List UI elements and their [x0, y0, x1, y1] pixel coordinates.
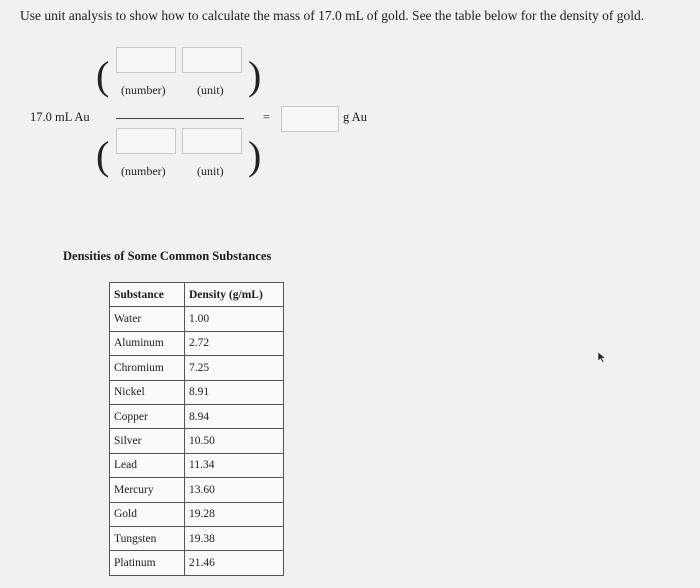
- denominator-number-hint: (number): [121, 164, 166, 178]
- table-row: [110, 526, 284, 550]
- numerator-number-input[interactable]: [116, 47, 176, 73]
- density-cell: 8.91: [185, 380, 284, 404]
- substance-cell: Silver: [110, 429, 185, 453]
- given-quantity: 17.0 mL Au: [30, 110, 90, 124]
- table-row: [110, 453, 284, 477]
- question-text: Use unit analysis to show how to calculate the mass of 17.0 mL of gold. See the table below for the density of gold.: [20, 8, 645, 23]
- density-cell: 1.00: [185, 307, 284, 331]
- fraction-bar: [116, 118, 244, 119]
- denominator-number-input[interactable]: [116, 128, 176, 154]
- table-row: [110, 307, 284, 331]
- result-unit: g Au: [343, 110, 367, 124]
- denominator-unit-input[interactable]: [182, 128, 242, 154]
- numerator-unit-input[interactable]: [182, 47, 242, 73]
- substance-cell: Water: [110, 307, 185, 331]
- substance-cell: Chromium: [110, 356, 185, 380]
- numerator-right-paren: ): [248, 53, 262, 98]
- density-cell: 10.50: [185, 429, 284, 453]
- substance-cell: Gold: [110, 502, 185, 526]
- result-input[interactable]: [281, 106, 339, 132]
- numerator-left-paren: (: [96, 53, 110, 98]
- table-row: [110, 478, 284, 502]
- column-header: Substance: [110, 283, 185, 307]
- substance-cell: Lead: [110, 453, 185, 477]
- density-cell: 2.72: [185, 331, 284, 355]
- substance-cell: Aluminum: [110, 331, 185, 355]
- density-cell: 13.60: [185, 478, 284, 502]
- table-row: [110, 551, 284, 575]
- substance-cell: Copper: [110, 404, 185, 428]
- numerator-unit-hint: (unit): [197, 83, 224, 97]
- table-header-row: [110, 283, 284, 307]
- substance-cell: Nickel: [110, 380, 185, 404]
- density-cell: 19.28: [185, 502, 284, 526]
- substance-cell: Tungsten: [110, 526, 185, 550]
- density-cell: 19.38: [185, 526, 284, 550]
- density-cell: 11.34: [185, 453, 284, 477]
- denominator-left-paren: (: [96, 133, 110, 178]
- table-row: [110, 380, 284, 404]
- equals-sign: =: [263, 110, 271, 124]
- substance-cell: Platinum: [110, 551, 185, 575]
- column-header: Density (g/mL): [185, 283, 284, 307]
- substance-cell: Mercury: [110, 478, 185, 502]
- table-row: [110, 356, 284, 380]
- table-row: [110, 404, 284, 428]
- density-cell: 7.25: [185, 356, 284, 380]
- table-row: [110, 502, 284, 526]
- mouse-pointer-icon: [597, 351, 607, 363]
- density-cell: 8.94: [185, 404, 284, 428]
- denominator-unit-hint: (unit): [197, 164, 224, 178]
- denominator-right-paren: ): [248, 133, 262, 178]
- table-title: Densities of Some Common Substances: [63, 249, 272, 263]
- table-row: [110, 331, 284, 355]
- numerator-number-hint: (number): [121, 83, 166, 97]
- densities-table: [109, 282, 284, 576]
- table-row: [110, 429, 284, 453]
- density-cell: 21.46: [185, 551, 284, 575]
